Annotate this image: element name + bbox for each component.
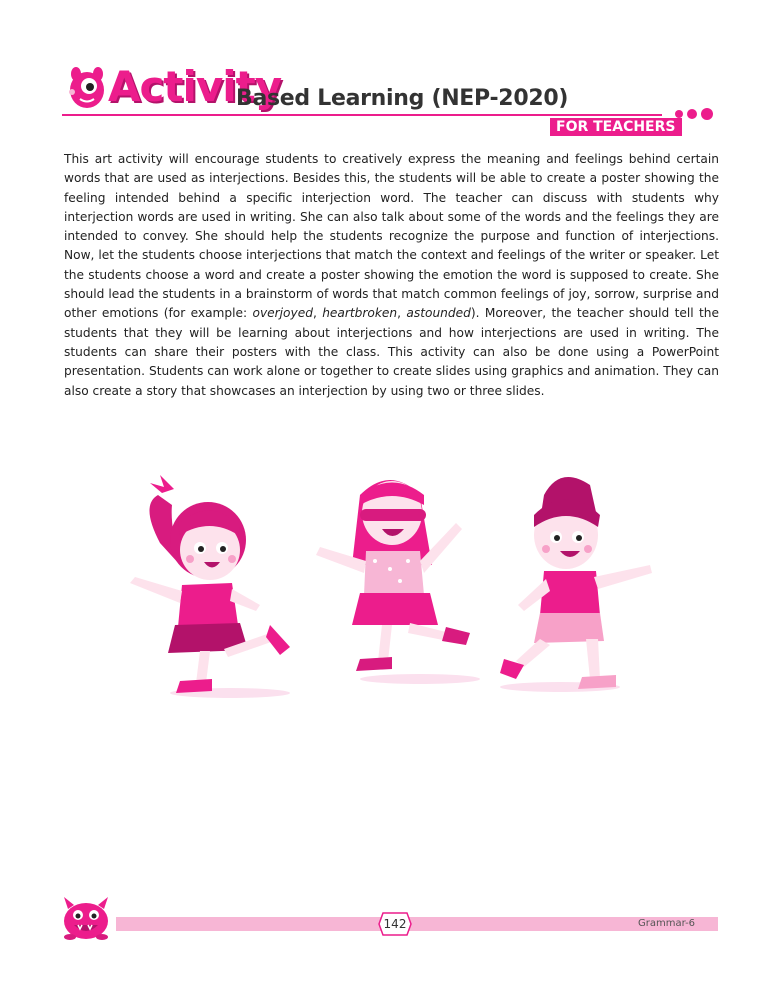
page-number: 142 <box>383 917 407 931</box>
separator: , <box>312 306 323 321</box>
mascot-icon <box>62 64 112 114</box>
child-girl-blindfold <box>316 480 470 671</box>
example-overjoyed: overjoyed <box>252 306 313 321</box>
example-astounded: astounded <box>406 306 471 321</box>
title-subtitle: Based Learning (NEP-2020) <box>236 86 569 111</box>
title-rule <box>62 114 662 116</box>
separator: , <box>397 306 407 321</box>
body-text-part-1: This art activity will encourage students to creatively express the meaning and feelings behind certain words that are used as interjections. Besides this, the students will be able to create a poster showing the feeling intended behind a specific interjection word. The teacher can discuss with students why interjection words are used in writing. She can also talk about some of the words and the feelings they are intended to convey. She should help the students recognize the purpose and function of interjections. Now, let the students choose interjections that match the context and feelings of the writer or speaker. Let the students choose a word and create a poster showing the emotion the word is supposed to create. She should lead the students in a brainstorm of words that match common feelings of joy, sorrow, surprise and other emotions (for example: <box>64 152 719 321</box>
body-text-part-2: ). Moreover, the teacher should tell the students that they will be learning about interjections and how interjections are used in writing. The students can share their posters with the class. This activity can also be done using a PowerPoint presentation. Students can work alone or together to create slides using graphics and animation. They can also create a story that showcases an interjection by using two or three slides. <box>64 306 720 398</box>
dancing-children-illustration <box>120 465 665 705</box>
activity-description <box>64 150 719 401</box>
page-header <box>62 64 722 144</box>
footer-monster-icon <box>60 895 112 941</box>
footer-bar <box>116 917 718 931</box>
audience-tag: FOR TEACHERS <box>550 118 682 136</box>
book-title: Grammar-6 <box>638 918 696 929</box>
page-footer <box>60 895 720 945</box>
example-heartbroken: heartbroken <box>322 306 398 321</box>
child-girl-bow <box>130 475 290 693</box>
title-activity: Activity <box>108 62 282 111</box>
child-boy <box>500 477 652 689</box>
